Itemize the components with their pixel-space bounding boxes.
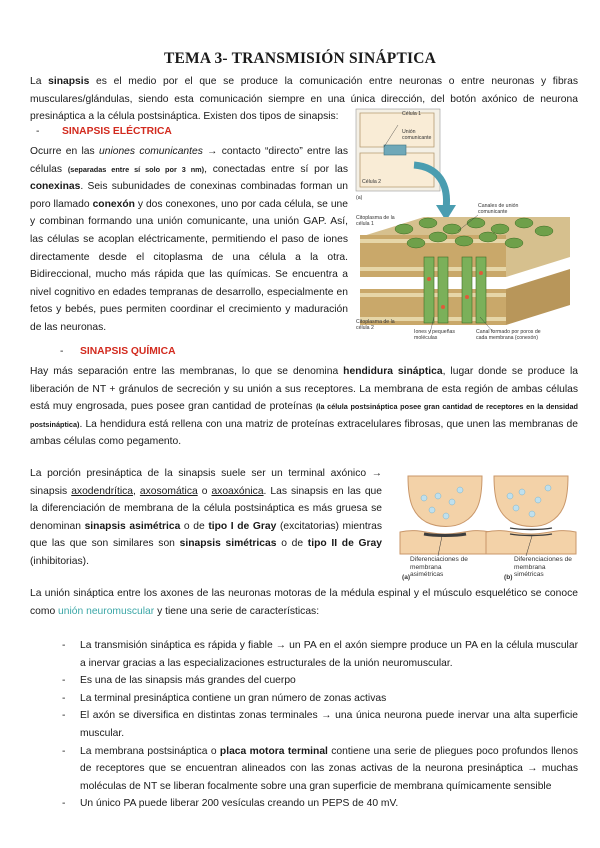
list-item: - La transmisión sináptica es rápida y fiable → un PA en el axón siempre produce un PA en la célula muscular a inervar gracias a las especializaciones estructurales de la unión neuromuscular. (62, 637, 578, 672)
text: , conectadas entre sí por las (204, 163, 348, 175)
list-item: - Es una de las sinapsis más grandes del cuerpo (62, 672, 578, 690)
term-axodendritica: axodendrítica (71, 485, 134, 497)
intro-text: La (30, 76, 49, 87)
term-axosomatica: axosomática (139, 485, 198, 497)
text: o de (276, 538, 308, 550)
text: (excitatorias) mientras que las que son similares son (30, 520, 383, 550)
text: . La hendidura está rellena con una matriz de proteínas extracelulares fibrosas, que unen las membranas de ambas células como pegamento. (30, 418, 578, 448)
text: . Las sinapsis en las que la diferenciación de membrana de la célula postsináptica es más gruesa se denominan (30, 485, 383, 532)
label-cyto2: Citoplasma de la célula 2 (356, 319, 395, 331)
term-asimetrica: sinapsis asimétrica (84, 520, 181, 532)
term-placa-motora: placa motora terminal (219, 745, 328, 757)
electrica-paragraph (30, 143, 348, 337)
heading-text: SINAPSIS ELÉCTRICA (62, 126, 172, 137)
gap-junction-figure (354, 107, 576, 343)
text: y dos conexones, uno por cada célula, se une y combinan formando una unión comunicante, una unión GAP. Así, las células se acoplan eléctricamente, permitiendo el paso de iones directamente desde el citoplasma de una célula a la otra. Bidireccional, mucho más rápida que las químicas. Se encuentra a nivel cognitivo en edades tempranas de desarrollo, especialmente en fetos y bebés, pues permiten coordinar el crecimiento y maduración de las neuronas. (30, 198, 349, 333)
term-conexon: conexón (92, 198, 135, 210)
section-heading-electrica: - SINAPSIS ELÉCTRICA (36, 126, 172, 137)
label-iones: Iones y pequeñas moléculas (414, 329, 455, 341)
list-item: - La terminal presináptica contiene un gran número de zonas activas (62, 690, 578, 708)
list-item: - Un único PA puede liberar 200 vesículas creando un PEPS de 40 mV. (62, 795, 578, 813)
fig2-b-label: (b) (504, 574, 513, 581)
term-tipo-ii: tipo II de Gray (307, 538, 383, 550)
text: , lugar donde se produce la liberación de NT + gránulos de secreción y su unión a sus receptores. La membrana de esta región de ambas células está muy engrosada, pues posee gran cantidad de proteínas (30, 366, 579, 413)
text: o (197, 485, 212, 497)
fig2-a-caption (410, 556, 470, 579)
term-uniones-comunicantes: uniones comunicantes (98, 146, 203, 157)
quimica-paragraph (30, 363, 578, 451)
term-hendidura: hendidura sináptica (343, 366, 443, 377)
term-axoaxonica: axoaxónica (211, 485, 264, 497)
fig2-a-label: (a) (402, 574, 411, 581)
label-conexon: Canal formado por poros de cada membrana (conexón) (476, 329, 541, 341)
fig2-b-text: Diferenciaciones de membrana simétricas (514, 556, 572, 579)
text: → contacto “directo” entre las células (30, 146, 348, 175)
term-union-neuromuscular: unión neuromuscular (58, 605, 155, 617)
term-simetricas: sinapsis simétricas (179, 538, 277, 550)
intro-text: es el medio por el que se produce la comunicación entre neuronas o entre neuronas y fibras musculares/glándulas, siendo esta comunicación siempre en una única dirección, del botón axónico de neurona presináptica a la célula postsináptica. Existen dos tipos de sinapsis: (30, 76, 578, 123)
text: o de (180, 520, 209, 532)
synapse-types-figure (398, 470, 578, 586)
text: La porción presináptica de la sinapsis suele ser un terminal axónico → sinapsis (30, 468, 382, 497)
text: La membrana postsináptica o (80, 745, 220, 757)
text: . Seis subunidades de conexinas combinadas forman un poro llamado (30, 181, 348, 210)
label-a: (a) (356, 195, 363, 201)
label-union: Unión comunicante (402, 129, 432, 141)
section-heading-quimica: - SINAPSIS QUÍMICA (60, 346, 176, 357)
text: Hay más separación entre las membranas, lo que se denomina (30, 366, 344, 377)
text: La unión sináptica entre los axones de las neuronas motoras de la médula espinal y el músculo esquelético se conoce como (30, 588, 578, 617)
neuromuscular-list (62, 637, 578, 813)
small-note: (la célula postsináptica posee gran cantidad de receptores en la densidad postsináptica) (30, 402, 578, 429)
text: y tiene una serie de características: (154, 605, 320, 617)
label-canales: Canales de unión comunicante (478, 203, 519, 215)
presinaptica-paragraph (30, 465, 382, 571)
list-item (62, 743, 578, 796)
page-title: TEMA 3- TRANSMISIÓN SINÁPTICA (163, 50, 437, 67)
text: Ocurre en las (30, 146, 99, 157)
fig2-a-text: Diferenciaciones de membrana asimétricas (410, 556, 468, 579)
fig2-b-caption (514, 556, 574, 579)
text: (inhibitorias). (30, 555, 89, 567)
term-tipo-i: tipo I de Gray (208, 520, 277, 532)
intro-term-sinapsis: sinapsis (48, 76, 90, 87)
neuromuscular-paragraph (30, 585, 578, 620)
term-conexinas: conexinas (30, 181, 81, 193)
small-note: (separadas entre sí solo por 3 nm) (67, 164, 205, 174)
heading-text: SINAPSIS QUÍMICA (80, 346, 176, 357)
label-cyto1: Citoplasma de la célula 1 (356, 215, 395, 227)
label-cell2: Célula 2 (362, 179, 382, 185)
text: contiene una serie de pliegues poco profundos llenos de receptores que se encuentran alineados con las zonas activas de la neurona presináptica → muchas moléculas de NT se liberan focalmente sobre una gran superficie de membrana químicamente sensible (80, 745, 579, 792)
text: , (133, 485, 140, 497)
list-item: - El axón se diversifica en distintas zonas terminales → una única neurona puede inervar una alta superficie muscular. (62, 707, 578, 742)
label-cell1: Célula 1 (402, 111, 422, 117)
